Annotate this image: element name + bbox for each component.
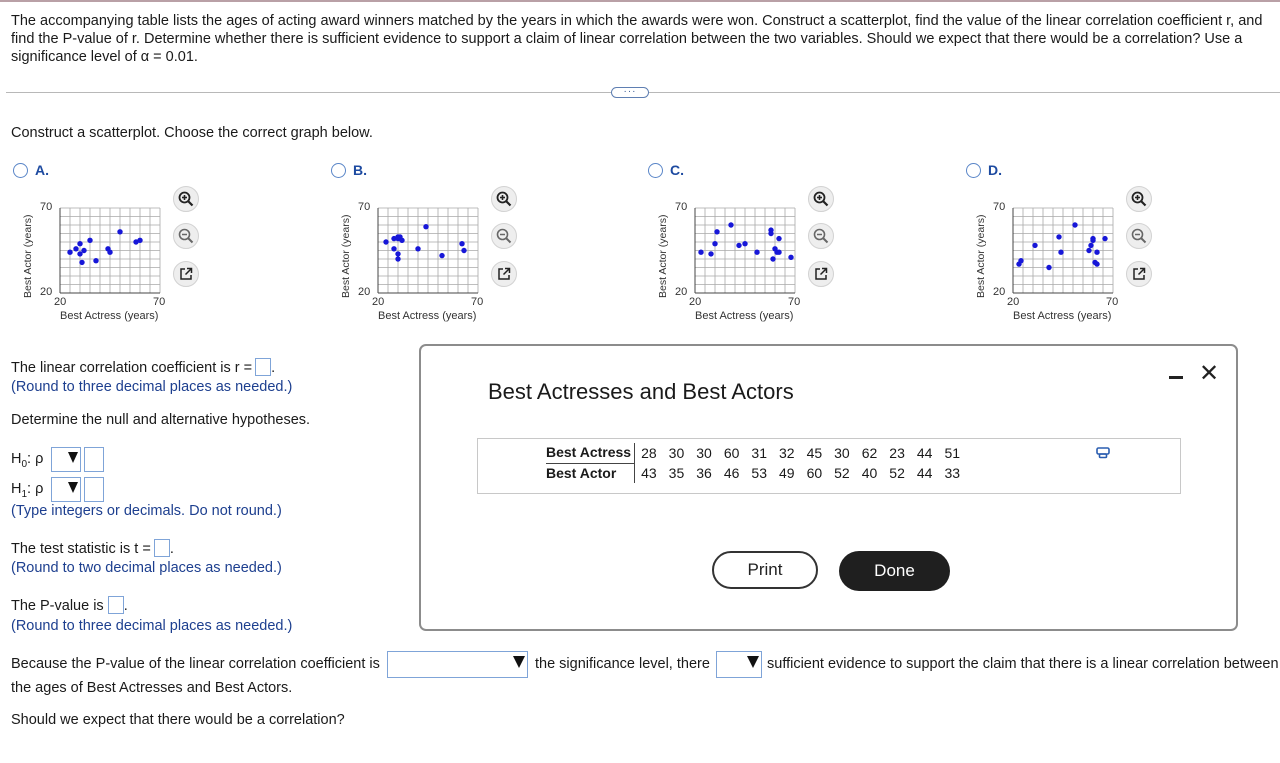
actress-value-cell: 30: [668, 444, 685, 461]
hypothesis-hint: (Type integers or decimals. Do not round.): [11, 503, 282, 519]
actress-value-cell: 60: [723, 444, 740, 461]
y-tick-label: 20: [358, 286, 371, 298]
zoom-in-icon[interactable]: [173, 186, 199, 212]
h1-label: $H_1$: ρ: [11, 481, 44, 500]
conclusion-text-2: the significance level, there: [535, 656, 710, 672]
actor-value-cell: 43: [641, 464, 657, 481]
x-tick-label: 70: [471, 296, 484, 308]
y-tick-label: 70: [993, 201, 1006, 213]
x-tick-label: 20: [372, 296, 385, 308]
actor-value-cell: 49: [778, 464, 795, 481]
expand-more-button[interactable]: ···: [611, 87, 649, 98]
data-point: [754, 250, 759, 255]
minimize-icon[interactable]: [1169, 376, 1183, 379]
data-point: [87, 238, 92, 243]
p-label: The P-value is: [11, 598, 104, 614]
h1-value-input[interactable]: [84, 477, 104, 502]
hypothesis-prompt: Determine the null and alternative hypotheses.: [11, 412, 311, 428]
data-point: [67, 250, 72, 255]
copy-icon[interactable]: [1096, 447, 1110, 463]
actor-value-cell: 35: [668, 464, 685, 481]
p-input[interactable]: [108, 596, 124, 614]
zoom-out-icon[interactable]: [1126, 223, 1152, 249]
data-point: [117, 229, 122, 234]
data-point: [1072, 222, 1077, 227]
actress-value-cell: 51: [944, 444, 961, 461]
pvalue-comparison-dropdown[interactable]: [387, 651, 528, 678]
actress-value-cell: 28: [641, 444, 657, 461]
t-hint: (Round to two decimal places as needed.): [11, 560, 282, 576]
option-c-label: C.: [670, 162, 684, 178]
data-point: [399, 238, 404, 243]
option-d-radio[interactable]: [966, 163, 981, 178]
data-point: [1090, 238, 1095, 243]
data-point: [1018, 258, 1023, 263]
zoom-out-icon[interactable]: [808, 223, 834, 249]
data-point: [77, 241, 82, 246]
zoom-in-icon[interactable]: [808, 186, 834, 212]
data-table: [546, 443, 966, 483]
data-point: [1032, 243, 1037, 248]
data-point: [728, 222, 733, 227]
data-point: [395, 256, 400, 261]
data-point: [461, 248, 466, 253]
actress-value-cell: 45: [806, 444, 823, 461]
y-tick-label: 20: [675, 286, 688, 298]
actress-value-cell: 23: [889, 444, 905, 461]
data-point: [788, 255, 793, 260]
h0-value-input[interactable]: [84, 447, 104, 472]
evidence-dropdown[interactable]: [716, 651, 762, 678]
actor-row-label: Best Actor: [546, 463, 635, 483]
actor-value-cell: 53: [751, 464, 767, 481]
actor-value-cell: 40: [861, 464, 878, 481]
data-point: [1102, 236, 1107, 241]
actor-value-cell: 60: [806, 464, 823, 481]
conclusion-text-4: the ages of Best Actresses and Best Actors.: [11, 680, 293, 696]
data-point: [1088, 243, 1093, 248]
data-point: [415, 246, 420, 251]
data-point: [391, 246, 396, 251]
data-point: [1094, 250, 1099, 255]
data-point: [73, 246, 78, 251]
data-point: [1056, 234, 1061, 239]
option-b-label: B.: [353, 162, 367, 178]
y-tick-label: 70: [40, 201, 53, 213]
actress-value-cell: 32: [778, 444, 795, 461]
y-axis-label: Best Actor (years): [975, 214, 987, 298]
open-new-window-icon[interactable]: [808, 261, 834, 287]
actor-value-cell: 46: [723, 464, 740, 481]
data-point: [137, 238, 142, 243]
zoom-in-icon[interactable]: [491, 186, 517, 212]
data-point: [768, 231, 773, 236]
data-point: [770, 256, 775, 261]
x-tick-label: 70: [788, 296, 801, 308]
data-table-dialog: [419, 344, 1238, 631]
actor-value-cell: 33: [944, 464, 961, 481]
actress-value-cell: 30: [834, 444, 850, 461]
data-point: [395, 251, 400, 256]
x-tick-label: 70: [1106, 296, 1119, 308]
question-text: The accompanying table lists the ages of acting award winners matched by the years in which the awards were won. Construct a scatterplot, find the value of the linear correlation coefficient r, and find the P-value of r. Determine whether there is sufficient evidence to support a claim of linear correlation between the two variables. Should we expect that there would be a correlation? Use a significance level of α = 0.01.: [11, 13, 1263, 65]
x-axis-label: Best Actress (years): [60, 310, 159, 322]
x-tick-label: 70: [153, 296, 166, 308]
option-a-label: A.: [35, 162, 49, 178]
y-tick-label: 20: [40, 286, 53, 298]
actress-row-label: Best Actress: [546, 443, 635, 463]
actress-value-cell: 44: [916, 444, 933, 461]
data-point: [742, 241, 747, 246]
x-tick-label: 20: [54, 296, 67, 308]
data-point: [423, 224, 428, 229]
actress-value-cell: 62: [861, 444, 878, 461]
data-point: [107, 250, 112, 255]
option-b-radio[interactable]: [331, 163, 346, 178]
conclusion-text-1: Because the P-value of the linear correlation coefficient is: [11, 656, 380, 672]
zoom-out-icon[interactable]: [173, 223, 199, 249]
actor-value-cell: 44: [916, 464, 933, 481]
data-point: [81, 248, 86, 253]
option-c-radio[interactable]: [648, 163, 663, 178]
t-input[interactable]: [154, 539, 170, 557]
r-question: The linear correlation coefficient is r = .: [11, 360, 276, 376]
x-axis-label: Best Actress (years): [695, 310, 794, 322]
data-point: [1046, 265, 1051, 270]
r-hint: (Round to three decimal places as needed.): [11, 379, 293, 395]
open-new-window-icon[interactable]: [1126, 261, 1152, 287]
data-point: [712, 241, 717, 246]
open-new-window-icon[interactable]: [491, 261, 517, 287]
zoom-in-icon[interactable]: [1126, 186, 1152, 212]
r-label: The linear correlation coefficient is r =: [11, 360, 253, 376]
expect-question: Should we expect that there would be a correlation?: [11, 712, 345, 728]
actor-value-cell: 36: [696, 464, 712, 481]
open-new-window-icon[interactable]: [173, 261, 199, 287]
data-point: [698, 250, 703, 255]
t-label: The test statistic is t =: [11, 541, 151, 557]
y-axis-label: Best Actor (years): [340, 214, 352, 298]
dialog-title: Best Actresses and Best Actors: [488, 379, 794, 404]
h0-label: $H_0$: ρ: [11, 451, 44, 470]
print-button[interactable]: Print: [712, 551, 818, 589]
option-a-radio[interactable]: [13, 163, 28, 178]
data-point: [383, 239, 388, 244]
actor-value-cell: 52: [889, 464, 905, 481]
y-tick-label: 20: [993, 286, 1006, 298]
p-hint: (Round to three decimal places as needed.): [11, 618, 293, 634]
x-tick-label: 20: [689, 296, 702, 308]
data-point: [439, 253, 444, 258]
y-axis-label: Best Actor (years): [22, 214, 34, 298]
data-point: [1058, 250, 1063, 255]
done-button[interactable]: Done: [839, 551, 950, 591]
actress-value-cell: 30: [696, 444, 712, 461]
actress-value-cell: 31: [751, 444, 767, 461]
scatter-prompt: Construct a scatterplot. Choose the correct graph below.: [11, 125, 373, 141]
data-point: [1086, 248, 1091, 253]
y-tick-label: 70: [675, 201, 688, 213]
p-question: The P-value is .: [11, 598, 128, 614]
actor-row: [546, 463, 966, 483]
data-point: [459, 241, 464, 246]
x-axis-label: Best Actress (years): [378, 310, 477, 322]
data-point: [776, 236, 781, 241]
option-d-label: D.: [988, 162, 1002, 178]
data-table-frame: [477, 438, 1181, 494]
x-tick-label: 20: [1007, 296, 1020, 308]
data-point: [1094, 261, 1099, 266]
actress-row: [546, 443, 966, 463]
data-point: [708, 251, 713, 256]
data-point: [93, 258, 98, 263]
h0-operator-dropdown[interactable]: [51, 447, 81, 472]
data-point: [714, 229, 719, 234]
x-axis-label: Best Actress (years): [1013, 310, 1112, 322]
conclusion-text-3: sufficient evidence to support the claim that there is a linear correlation between: [767, 656, 1279, 672]
y-axis-label: Best Actor (years): [657, 214, 669, 298]
y-tick-label: 70: [358, 201, 371, 213]
data-point: [736, 243, 741, 248]
zoom-out-icon[interactable]: [491, 223, 517, 249]
r-input[interactable]: [255, 358, 271, 376]
h1-operator-dropdown[interactable]: [51, 477, 81, 502]
top-border: [0, 0, 1280, 2]
actor-value-cell: 52: [834, 464, 850, 481]
data-point: [79, 260, 84, 265]
t-question: The test statistic is t = .: [11, 541, 174, 557]
close-icon[interactable]: ✕: [1199, 360, 1220, 387]
data-point: [776, 250, 781, 255]
